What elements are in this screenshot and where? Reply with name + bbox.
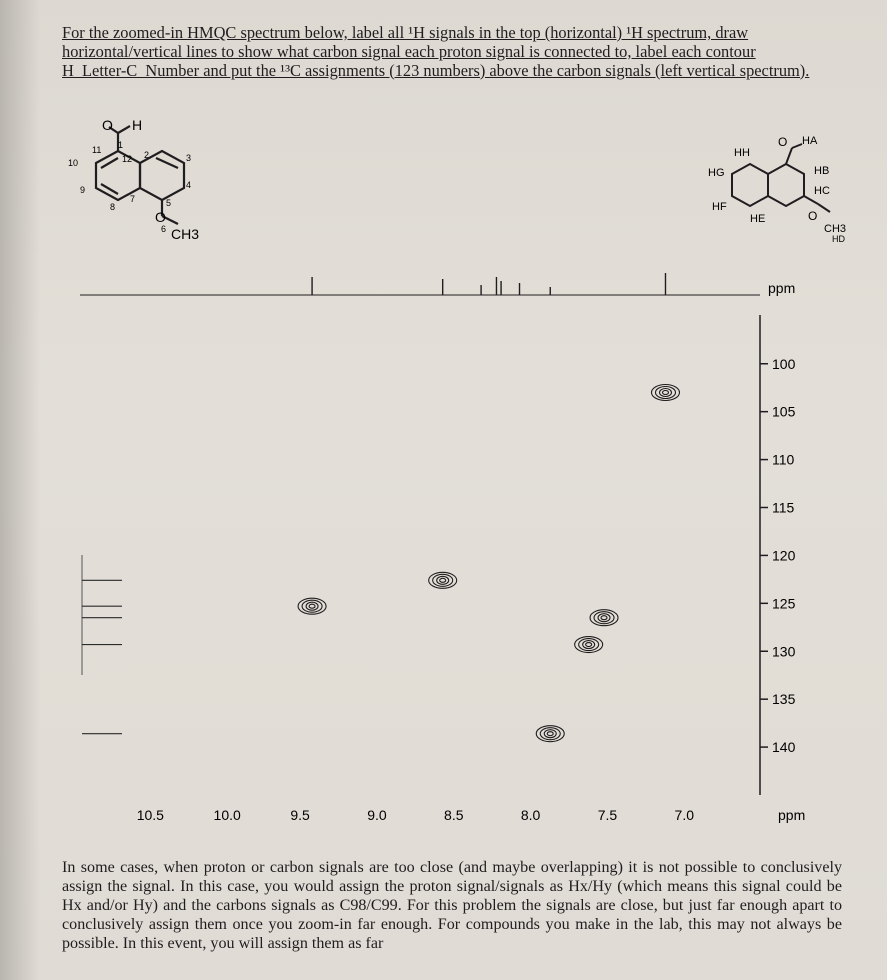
y-tick-label: 115 xyxy=(772,499,795,516)
label-hg: HG xyxy=(708,167,725,179)
x-tick-label: 10.5 xyxy=(136,807,164,823)
label-hf: HF xyxy=(712,201,727,213)
atom-number-5: 5 xyxy=(166,198,172,208)
contour-peak xyxy=(298,598,326,614)
aldehyde-oxygen: O xyxy=(102,118,113,133)
label-hh: HH xyxy=(734,147,750,159)
atom-number-4: 4 xyxy=(186,180,192,190)
footnote-text: In some cases, when proton or carbon signals are too close (and maybe overlapping) it is not possible to conclusively assign the signal. In this case, you would assign the proton signal/signals as Hx/Hy (which means this signal could be Hx and/or Hy) and the carbons signals as C98/C99. For this problem the signals are close, but just far enough apart to conclusively assign them once you zoom-in far enough. For compounds you make in the lab, this may not always be possible. In this event, you will assign them as far xyxy=(62,859,842,952)
x-tick-label: 7.0 xyxy=(674,807,695,823)
atom-number-10: 10 xyxy=(68,158,79,168)
atom-number-9: 9 xyxy=(80,185,86,195)
right-aldehyde-oxygen: O xyxy=(778,135,788,149)
contour-peak xyxy=(536,726,564,742)
x-tick-label: 10.0 xyxy=(213,807,241,823)
contour-peak xyxy=(651,385,679,401)
y-tick-label: 120 xyxy=(772,547,796,564)
contour-peak xyxy=(590,610,618,626)
label-ha: HA xyxy=(802,135,818,147)
atom-number-8: 8 xyxy=(110,202,116,212)
right-molecule-structure xyxy=(706,134,856,254)
y-tick-label: 100 xyxy=(772,355,796,372)
right-methoxy-oxygen: O xyxy=(808,209,818,223)
hmqc-spectrum xyxy=(60,255,880,855)
y-tick-label: 110 xyxy=(772,451,795,468)
x-tick-label: 8.0 xyxy=(520,807,541,823)
proton-spectrum xyxy=(80,273,760,295)
x-tick-label: 9.5 xyxy=(290,807,310,823)
instructions-text: For the zoomed-in HMQC spectrum below, label all ¹H signals in the top (horizontal) ¹H spectrum, draw horizontal/vertical lines to show what carbon signal each proton signal is connected to, label each contour H_Letter-C_Number and put the ¹³C assignments (123 numbers) above the carbon signals (left vertical spectrum). xyxy=(62,23,810,80)
x-tick-label: 7.5 xyxy=(597,807,618,823)
page-shadow xyxy=(0,0,40,980)
atom-number-1: 1 xyxy=(118,140,124,150)
atom-number-12: 12 xyxy=(122,154,133,164)
x-tick-label: 9.0 xyxy=(367,807,387,823)
y-tick-label: 125 xyxy=(772,595,796,612)
atom-number-11: 11 xyxy=(92,145,102,155)
atom-number-2: 2 xyxy=(144,150,150,160)
label-hc: HC xyxy=(814,185,830,197)
contour-peak xyxy=(429,572,457,588)
atom-number-6: 6 xyxy=(161,224,167,234)
carbon-spectrum xyxy=(82,555,122,734)
contour-peak xyxy=(575,637,603,653)
y-tick-label: 140 xyxy=(772,739,796,756)
left-molecule-structure xyxy=(66,118,256,248)
x-axis-unit: ppm xyxy=(778,807,806,823)
label-hb: HB xyxy=(814,165,830,177)
y-axis-unit-top: ppm xyxy=(768,280,796,296)
y-tick-label: 105 xyxy=(772,403,796,420)
y-tick-label: 135 xyxy=(772,691,796,708)
methoxy-oxygen: O xyxy=(155,209,166,225)
contour-peaks xyxy=(298,385,679,742)
right-methoxy-ch3: CH3 xyxy=(824,223,847,235)
label-he: HE xyxy=(750,213,766,225)
proton-axis xyxy=(137,807,694,823)
y-tick-label: 130 xyxy=(772,643,796,660)
methoxy-ch3: CH3 xyxy=(171,226,200,242)
atom-number-3: 3 xyxy=(186,153,192,163)
aldehyde-hydrogen: H xyxy=(132,118,143,133)
x-tick-label: 8.5 xyxy=(444,807,464,823)
carbon-axis xyxy=(760,315,796,795)
atom-number-7: 7 xyxy=(130,194,136,204)
label-hd: HD xyxy=(832,234,845,244)
